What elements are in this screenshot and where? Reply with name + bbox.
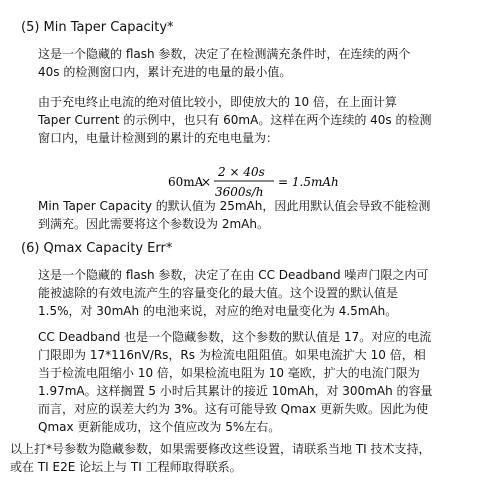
formula-times: × [201,175,212,189]
text-line: 1.97mA。这样搁置 5 小时后其累计的接近 10mAh，对 300mAh 的容量 [38,384,433,398]
formula-numerator: 2 × 40s [218,165,265,179]
section-heading-min-taper-capacity: (5) Min Taper Capacity* [21,20,174,35]
text-line: 到满充。因此需要将这个参数设为 2mAh。 [38,217,269,231]
text-line: 或在 TI E2E 论坛上与 TI 工程师取得联系。 [10,460,242,474]
formula-result: = 1.5mAh [278,175,339,189]
text-line: 窗口内，电量计检测到的累计的充电电量为： [38,131,279,145]
text-line: 以上打*号参数为隐藏参数，如果需要修改这些设置，请联系当地 TI 技术支持， [10,442,431,456]
text-line: 而言，对应的误差大约为 3%。这有可能导致 Qmax 更新失败。因此为使 [38,402,429,416]
formula-left: 60mA [168,175,204,189]
paragraph-min-taper-default [38,197,472,233]
text-line: 这是一个隐藏的 flash 参数，决定了在由 CC Deadband 噪声门限之内可 [38,268,429,282]
text-line: Min Taper Capacity 的默认值为 25mAh，因此用默认值会导致不能检测 [38,199,431,213]
formula-denominator: 3600s/h [215,185,264,199]
text-line: Qmax 更新能成功，这个值应改为 5%左右。 [38,420,281,434]
text-line: 能被滤除的有效电流产生的容量变化的最大值。这个设置的默认值是 [38,286,399,300]
text-line: Taper Current 的示例中，也只有 60mA。这样在两个连续的 40s 的检测 [38,113,432,127]
paragraph-cc-deadband [38,328,472,436]
text-line: CC Deadband 也是一个隐藏参数，这个参数的默认值是 17。对应的电流 [38,330,432,344]
paragraph-qmax-description [38,266,472,320]
text-line: 40s 的检测窗口内，累计充进的电量的最小值。 [38,65,292,79]
paragraph-min-taper-description [38,45,472,81]
text-line: 当于检流电阻缩小 10 倍，如果检流电阻为 10 毫欧，扩大的电流门限为 [38,366,420,380]
text-line: 门限即为 17*116nV/Rs，Rs 为检流电阻阻值。如果电流扩大 10 倍，相 [38,348,426,362]
text-line: 1.5%，对 30mAh 的电池来说，对应的绝对电量变化为 4.5mAh。 [38,304,398,318]
section-heading-qmax-capacity-err: (6) Qmax Capacity Err* [21,241,173,256]
footer-note [10,440,476,476]
paragraph-taper-current-example [38,93,472,147]
text-line: 这是一个隐藏的 flash 参数，决定了在检测满充条件时，在连续的两个 [38,47,411,61]
text-line: 由于充电终止电流的绝对值比较小，即使放大的 10 倍，在上面计算 [38,95,397,109]
charge-formula [168,163,378,201]
